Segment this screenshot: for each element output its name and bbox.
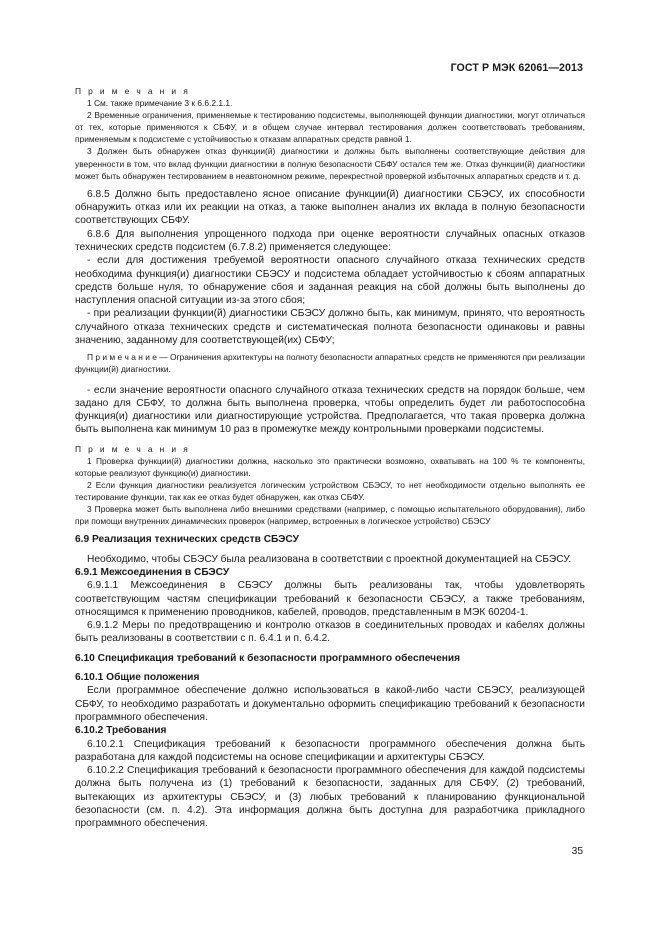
section-heading: 6.10 Спецификация требований к безопасности программного обеспечения [75, 652, 461, 664]
note-item: 1 Проверка функции(й) диагностики должна, насколько это практически возможно, охватывать на 100 % те компоненты, которые реализуют функцию(и) диагностики. [75, 455, 585, 478]
page-content [75, 85, 585, 831]
paragraph-6-8-6: 6.8.6 Для выполнения упрощенного подхода при оценке вероятности случайных опасных отказов технических средств подсистем (6.7.8.2) применяется следующее: [75, 228, 585, 253]
list-item: - если значение вероятности опасного случайного отказа технических средств на порядок больше, чем задано для СБФУ, то должна быть выполнена проверка, чтобы определить будет ли работоспособна функция(и) диагностики или диагностирующие устройства. Предполагается, что такая проверка должна быть выполнена как минимум 10 раз в промежутке между контрольными проверками подсистемы. [75, 384, 585, 436]
note-item: 1 См. также примечание 3 к 6.6.2.1.1. [87, 98, 233, 109]
document-header: ГОСТ Р МЭК 62061—2013 [450, 62, 583, 74]
note-item: 2 Временные ограничения, применяемые к тестированию подсистемы, выполняющей функции диагностики, могут отличаться от тех, которые применяются к СБФУ, и в общем случае интервал тестирования должен соответствовать требованиям, применяемым к подсистеме с устойчивостью к отказам аппаратных средств равной 1. [75, 110, 585, 145]
subsection-heading: 6.9.1 Межсоединения в СБЭСУ [75, 566, 230, 578]
paragraph-6-9-1-1: 6.9.1.1 Межсоединения в СБЭСУ должны быть реализованы так, чтобы удовлетворять соответствующим частям спецификации требований к безопасности СБЭСУ, а также требованиям, относящимся к применению проводников, кабелей, проводов, представленным в МЭК 60204-1. [75, 580, 585, 618]
notes-title: П р и м е ч а н и я [75, 443, 191, 454]
notes-title: П р и м е ч а н и я [75, 86, 191, 96]
list-item: - если для достижения требуемой вероятности опасного случайного отказа технических средств необходима функция(и) диагностики СБЭСУ и подсистема обладает устойчивостью к сбоям аппаратных средств больше нуля, то обнаружение сбоя и заданная реакция на сбой должны быть выполнены до наступления опасной ситуации из-за этого сбоя; [75, 255, 585, 307]
paragraph-6-9-1-2: 6.9.1.2 Меры по предотвращению и контролю отказов в соединительных проводах и кабелях должны быть реализованы в соответствии с п. 6.4.1 и п. 6.4.2. [75, 620, 585, 645]
subsection-heading: 6.10.2 Требования [75, 725, 167, 737]
section-heading: 6.9 Реализация технических средств СБЭСУ [75, 534, 299, 546]
note-item: 3 Должен быть обнаружен отказ функции(й) диагностики и должны быть выполнены соответствующие действия для уверенности в том, что вклад функции диагностики в полную безопасности СБФУ остался тем же. Отказ функции(й) диагностики может быть обнаружен тестированием в неавтономном режиме, перекрестной проверкой избыточных аппаратных средств и т. д. [75, 146, 585, 181]
list-item: - при реализации функции(й) диагностики СБЭСУ должно быть, как минимум, принято, что вероятность случайного отказа технических средств и систематическая полнота безопасности одинаковы и равны значению, заданному для соответствующей(их) СБФУ; [75, 308, 585, 347]
note-item: 3 Проверка может быть выполнена либо внешними средствами (например, с помощью испытательного оборудования), либо при помощи внутренних динамических проверок (например, встроенных в логическое устройство) СБЭСУ [75, 504, 585, 527]
subsection-heading: 6.10.1 Общие положения [75, 672, 200, 684]
paragraph-6-8-5: 6.8.5 Должно быть предоставлено ясное описание функции(й) диагностики СБЭСУ, их способности обнаружить отказ или их реакции на отказ, а также выполнен анализ их вклада в полную безопасности соответствующих СБФУ. [75, 188, 585, 227]
note-item: 2 Если функция диагностики реализуется логическим устройством СБЭСУ, то нет необходимости отдельно выполнять ее тестирование функции, так как ее отказ будет обнаружен, как отказ СБФУ. [75, 479, 585, 503]
paragraph-6-10-2-1: 6.10.2.1 Спецификация требований к безопасности программного обеспечения должна быть разработана для каждой подсистемы на основе спецификации и архитектуры СБЭСУ. [75, 738, 585, 763]
note-single: П р и м е ч а н и е — Ограничения архитектуры на полноту безопасности аппаратных средств не применяются при реализации функции(й) диагностики. [75, 352, 585, 375]
paragraph-6-10-2-2: 6.10.2.2 Спецификация требований к безопасности программного обеспечения для каждой подсистемы должна быть получена из (1) требований к безопасности, заданных для СБФУ, (2) требований, вытекающих из архитектуры СБЭСУ, и (3) любых требований к планированию функциональной безопасности (см. п. 4.2). Эта информация должна быть доступна для разработчика прикладного программного обеспечения. [75, 765, 585, 830]
paragraph: Необходимо, чтобы СБЭСУ была реализована в соответствии с проектной документацией на СБЭСУ. [87, 553, 572, 565]
paragraph: Если программное обеспечение должно использоваться в какой-либо части СБЭСУ, реализующей СБФУ, то необходимо разработать и документально оформить спецификацию требований к безопасности программного обеспечения. [75, 685, 585, 723]
page-number: 35 [571, 846, 583, 857]
